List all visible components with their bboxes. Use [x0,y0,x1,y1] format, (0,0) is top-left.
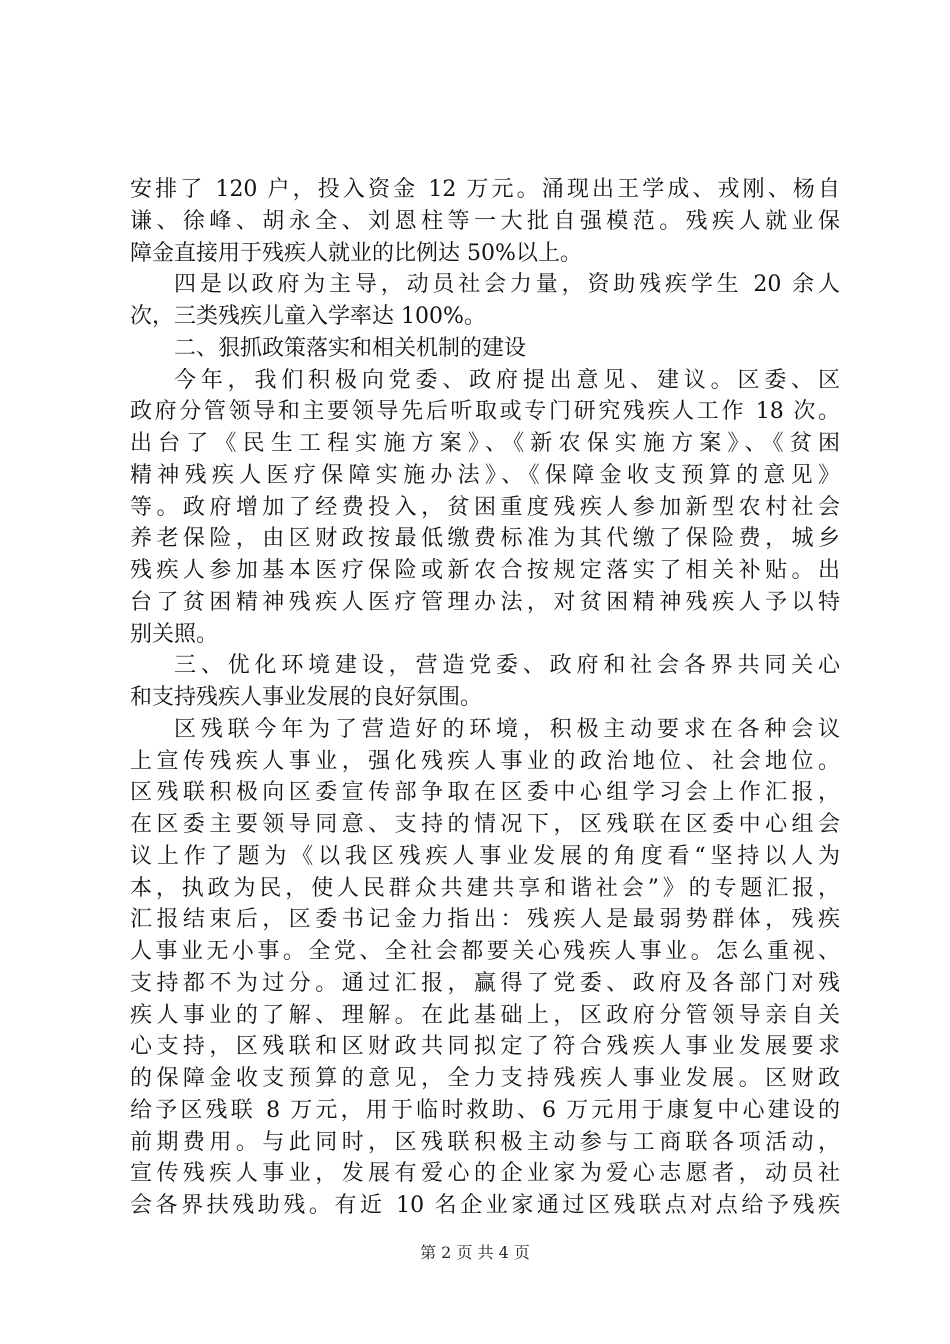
text-line: 支持都不为过分。通过汇报，赢得了党委、政府及各部门对残 [130,970,840,996]
text-line: 残疾人参加基本医疗保险或新农合按规定落实了相关补贴。出 [130,558,840,583]
text-line: 等。政府增加了经费投入，贫困重度残疾人参加新型农村社会 [130,494,840,520]
text-line: 今年，我们积极向党委、政府提出意见、建议。区委、区 [174,367,840,393]
text-line: 养老保险，由区财政按最低缴费标准为其代缴了保险费，城乡 [130,526,840,552]
text-line: 会各界扶残助残。有近 10 名企业家通过区残联点对点给予残疾 [130,1193,840,1218]
text-line: 精神残疾人医疗保障实施办法》、《保障金收支预算的意见》 [130,462,840,488]
text-line: 上宣传残疾人事业，强化残疾人事业的政治地位、社会地位。 [130,748,840,774]
text-line: 四是以政府为主导，动员社会力量，资助残疾学生 20 余人 [174,272,840,298]
text-line: 的保障金收支预算的意见，全力支持残疾人事业发展。区财政 [130,1066,840,1091]
text-line: 别关照。 [130,621,219,647]
text-line: 议上作了题为《以我区残疾人事业发展的角度看“坚持以人为 [130,843,840,869]
text-line: 前期费用。与此同时，区残联积极主动参与工商联各项活动， [130,1129,840,1155]
text-line: 心支持，区残联和区财政共同拟定了符合残疾人事业发展要求 [130,1034,840,1060]
text-line: 三、优化环境建设，营造党委、政府和社会各界共同关心 [174,653,840,679]
text-line: 宣传残疾人事业，发展有爱心的企业家为爱心志愿者，动员社 [130,1161,840,1187]
text-line: 本，执政为民，使人民群众共建共享和谐社会”》的专题汇报， [130,875,840,901]
text-line: 汇报结束后，区委书记金力指出：残疾人是最弱势群体，残疾 [130,907,840,933]
text-line: 人事业无小事。全党、全社会都要关心残疾人事业。怎么重视、 [130,939,840,964]
text-line: 政府分管领导和主要领导先后听取或专门研究残疾人工作 18 次。 [130,399,840,425]
text-line: 疾人事业的了解、理解。在此基础上，区政府分管领导亲自关 [130,1002,840,1028]
body-text [130,174,840,1222]
text-line: 和支持残疾人事业发展的良好氛围。 [130,685,483,710]
text-line: 台了贫困精神残疾人医疗管理办法，对贫困精神残疾人予以特 [130,589,840,615]
text-line: 区残联今年为了营造好的环境，积极主动要求在各种会议 [174,716,840,742]
text-line: 二、狠抓政策落实和相关机制的建设 [174,335,527,361]
text-line: 在区委主要领导同意、支持的情况下，区残联在区委中心组会 [130,812,840,837]
text-line: 区残联积极向区委宣传部争取在区委中心组学习会上作汇报， [130,780,840,806]
text-line: 次，三类残疾儿童入学率达 100%。 [130,304,486,329]
text-line: 出台了《民生工程实施方案》、《新农保实施方案》、《贫困 [130,431,840,456]
page-footer: 第 2 页 共 4 页 [420,1243,530,1262]
text-line: 障金直接用于残疾人就业的比例达 50%以上。 [130,240,582,266]
text-line: 安排了 120 户，投入资金 12 万元。涌现出王学成、戎刚、杨自 [130,177,840,202]
text-line: 谦、徐峰、胡永全、刘恩柱等一大批自强模范。残疾人就业保 [130,208,840,234]
text-line: 给予区残联 8 万元，用于临时救助、6 万元用于康复中心建设的 [130,1097,840,1123]
